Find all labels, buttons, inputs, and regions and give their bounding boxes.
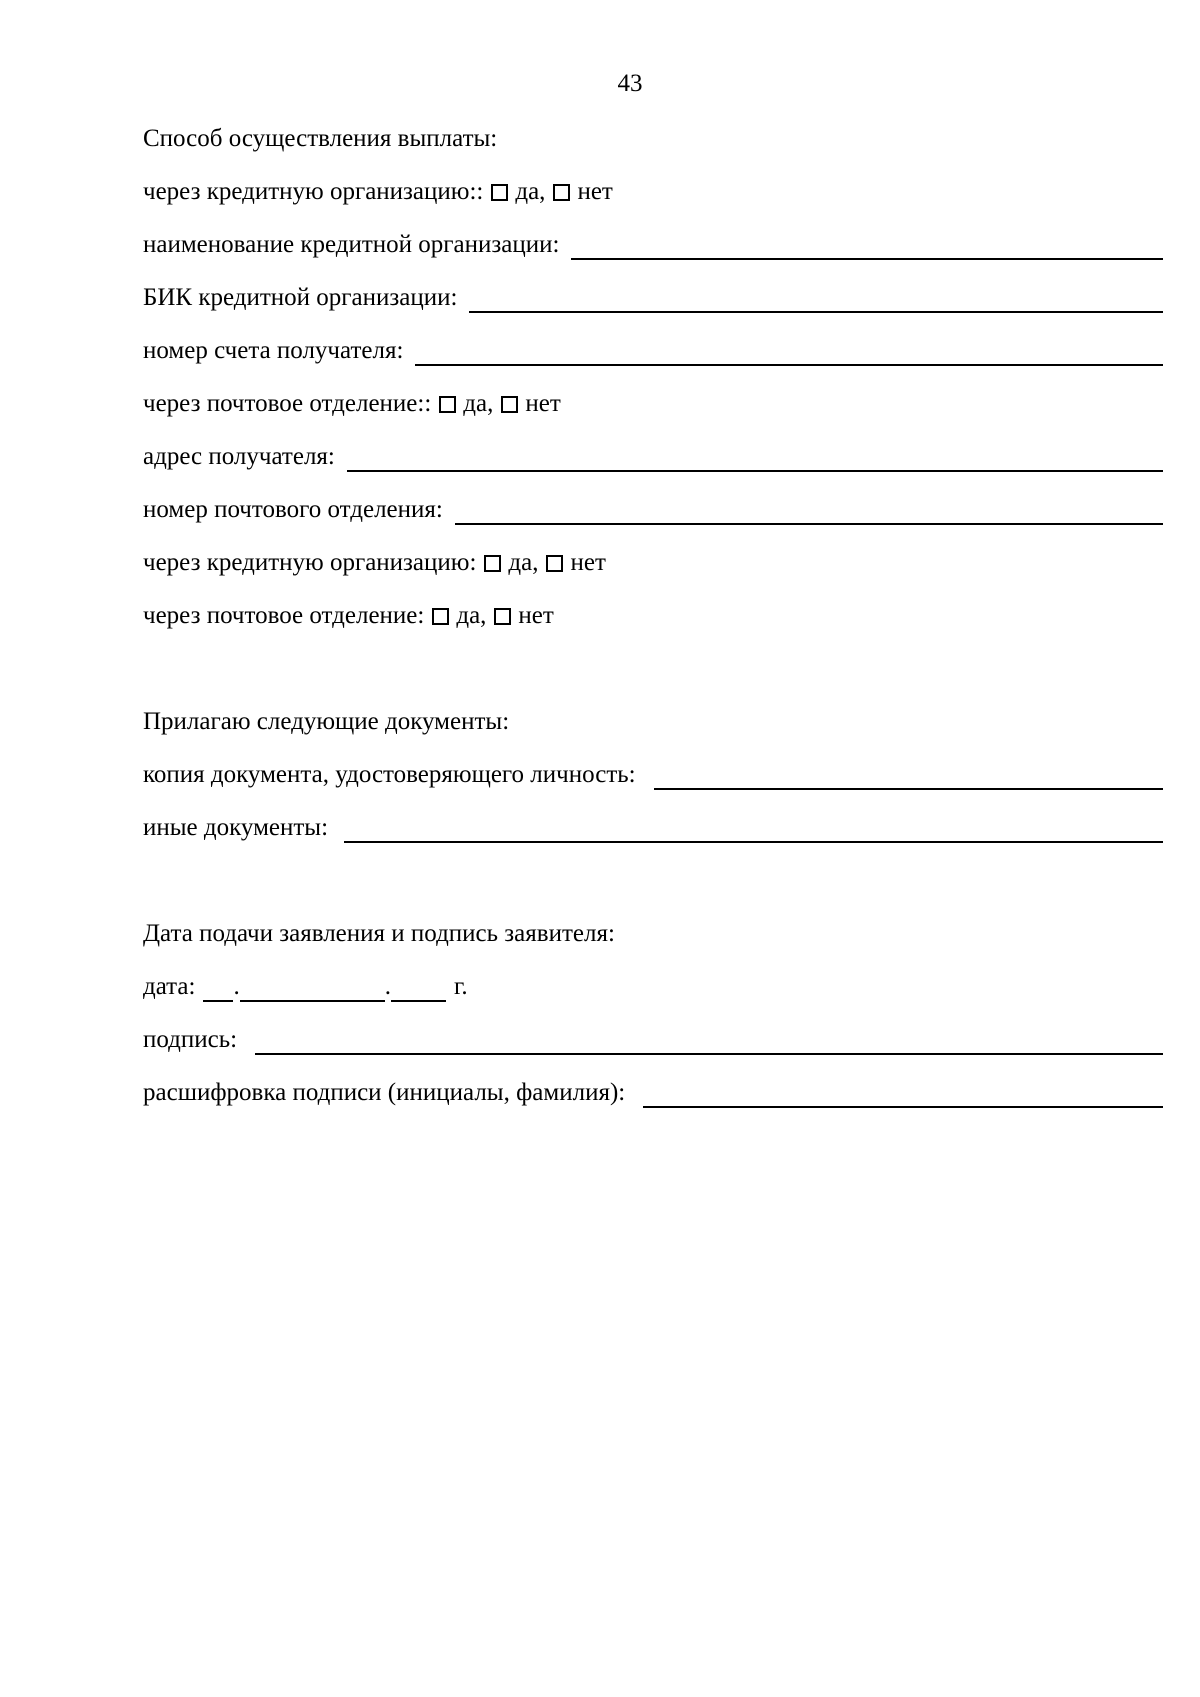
- signature-field[interactable]: [255, 1023, 1163, 1055]
- signature-heading-row: [143, 903, 1163, 956]
- post-office-yes-checkbox-2[interactable]: да,: [432, 600, 494, 632]
- checkbox-icon: [553, 184, 570, 201]
- date-row: [143, 956, 1163, 1009]
- page-number: 43: [617, 70, 643, 97]
- other-documents-row: [143, 797, 1163, 850]
- checkbox-icon: [439, 396, 456, 413]
- credit-org-no-checkbox-1[interactable]: нет: [553, 176, 612, 208]
- post-office-yes-checkbox-1[interactable]: да,: [439, 388, 501, 420]
- credit-org-yes-checkbox-1[interactable]: да,: [491, 176, 553, 208]
- date-year-suffix: г.: [453, 973, 468, 1000]
- post-office-no-checkbox-2[interactable]: нет: [494, 600, 553, 632]
- checkbox-icon: [491, 184, 508, 201]
- date-day-field[interactable]: [203, 972, 233, 1002]
- credit-org-row-2: [143, 532, 1163, 585]
- post-office-row-2: [143, 585, 1163, 638]
- post-office-number-row: [143, 479, 1163, 532]
- post-office-label-2: через почтовое отделение:: [143, 602, 425, 629]
- id-copy-row: [143, 744, 1163, 797]
- credit-org-name-field[interactable]: [571, 228, 1163, 260]
- recipient-address-field[interactable]: [347, 440, 1163, 472]
- section-gap: [143, 638, 1163, 691]
- account-label: номер счета получателя:: [143, 337, 404, 364]
- other-documents-field[interactable]: [344, 811, 1163, 843]
- date-year-field[interactable]: [391, 972, 446, 1002]
- payment-method-heading: Способ осуществления выплаты:: [143, 125, 498, 152]
- credit-org-name-row: [143, 214, 1163, 267]
- account-row: [143, 320, 1163, 373]
- post-office-no-checkbox-1[interactable]: нет: [501, 388, 560, 420]
- other-documents-label: иные документы:: [143, 814, 329, 841]
- recipient-address-row: [143, 426, 1163, 479]
- checkbox-icon: [484, 555, 501, 572]
- credit-org-yes-checkbox-2[interactable]: да,: [484, 547, 546, 579]
- post-office-number-field[interactable]: [455, 493, 1163, 525]
- post-office-choice-1: [439, 388, 560, 426]
- bik-label: БИК кредитной организации:: [143, 284, 458, 311]
- signature-decode-label: расшифровка подписи (инициалы, фамилия):: [143, 1079, 626, 1106]
- documents-heading: Прилагаю следующие документы:: [143, 708, 510, 735]
- account-field[interactable]: [415, 334, 1163, 366]
- post-office-number-label: номер почтового отделения:: [143, 496, 443, 523]
- id-copy-field[interactable]: [654, 758, 1163, 790]
- credit-org-label-2: через кредитную организацию:: [143, 549, 477, 576]
- post-office-choice-2: [432, 600, 553, 638]
- signature-decode-row: [143, 1062, 1163, 1115]
- post-office-row-1: [143, 373, 1163, 426]
- credit-org-name-label: наименование кредитной организации:: [143, 231, 560, 258]
- credit-org-label-1: через кредитную организацию::: [143, 178, 484, 205]
- credit-org-choice-1: [491, 176, 612, 214]
- date-label: дата:: [143, 973, 196, 1000]
- checkbox-icon: [546, 555, 563, 572]
- credit-org-choice-2: [484, 547, 605, 585]
- signature-heading: Дата подачи заявления и подпись заявителя:: [143, 920, 615, 947]
- section-gap: [143, 850, 1163, 903]
- payment-method-heading-row: [143, 108, 1163, 161]
- documents-heading-row: [143, 691, 1163, 744]
- date-separator: .: [384, 973, 391, 1000]
- bik-row: [143, 267, 1163, 320]
- bik-field[interactable]: [469, 281, 1163, 313]
- checkbox-icon: [501, 396, 518, 413]
- post-office-label-1: через почтовое отделение::: [143, 390, 432, 417]
- application-form: [143, 108, 1163, 1115]
- date-separator: .: [233, 973, 240, 1000]
- recipient-address-label: адрес получателя:: [143, 443, 335, 470]
- date-month-field[interactable]: [240, 972, 385, 1002]
- credit-org-row-1: [143, 161, 1163, 214]
- checkbox-icon: [494, 608, 511, 625]
- signature-row: [143, 1009, 1163, 1062]
- signature-decode-field[interactable]: [643, 1076, 1163, 1108]
- signature-label: подпись:: [143, 1026, 238, 1053]
- credit-org-no-checkbox-2[interactable]: нет: [546, 547, 605, 579]
- id-copy-label: копия документа, удостоверяющего личность:: [143, 761, 636, 788]
- checkbox-icon: [432, 608, 449, 625]
